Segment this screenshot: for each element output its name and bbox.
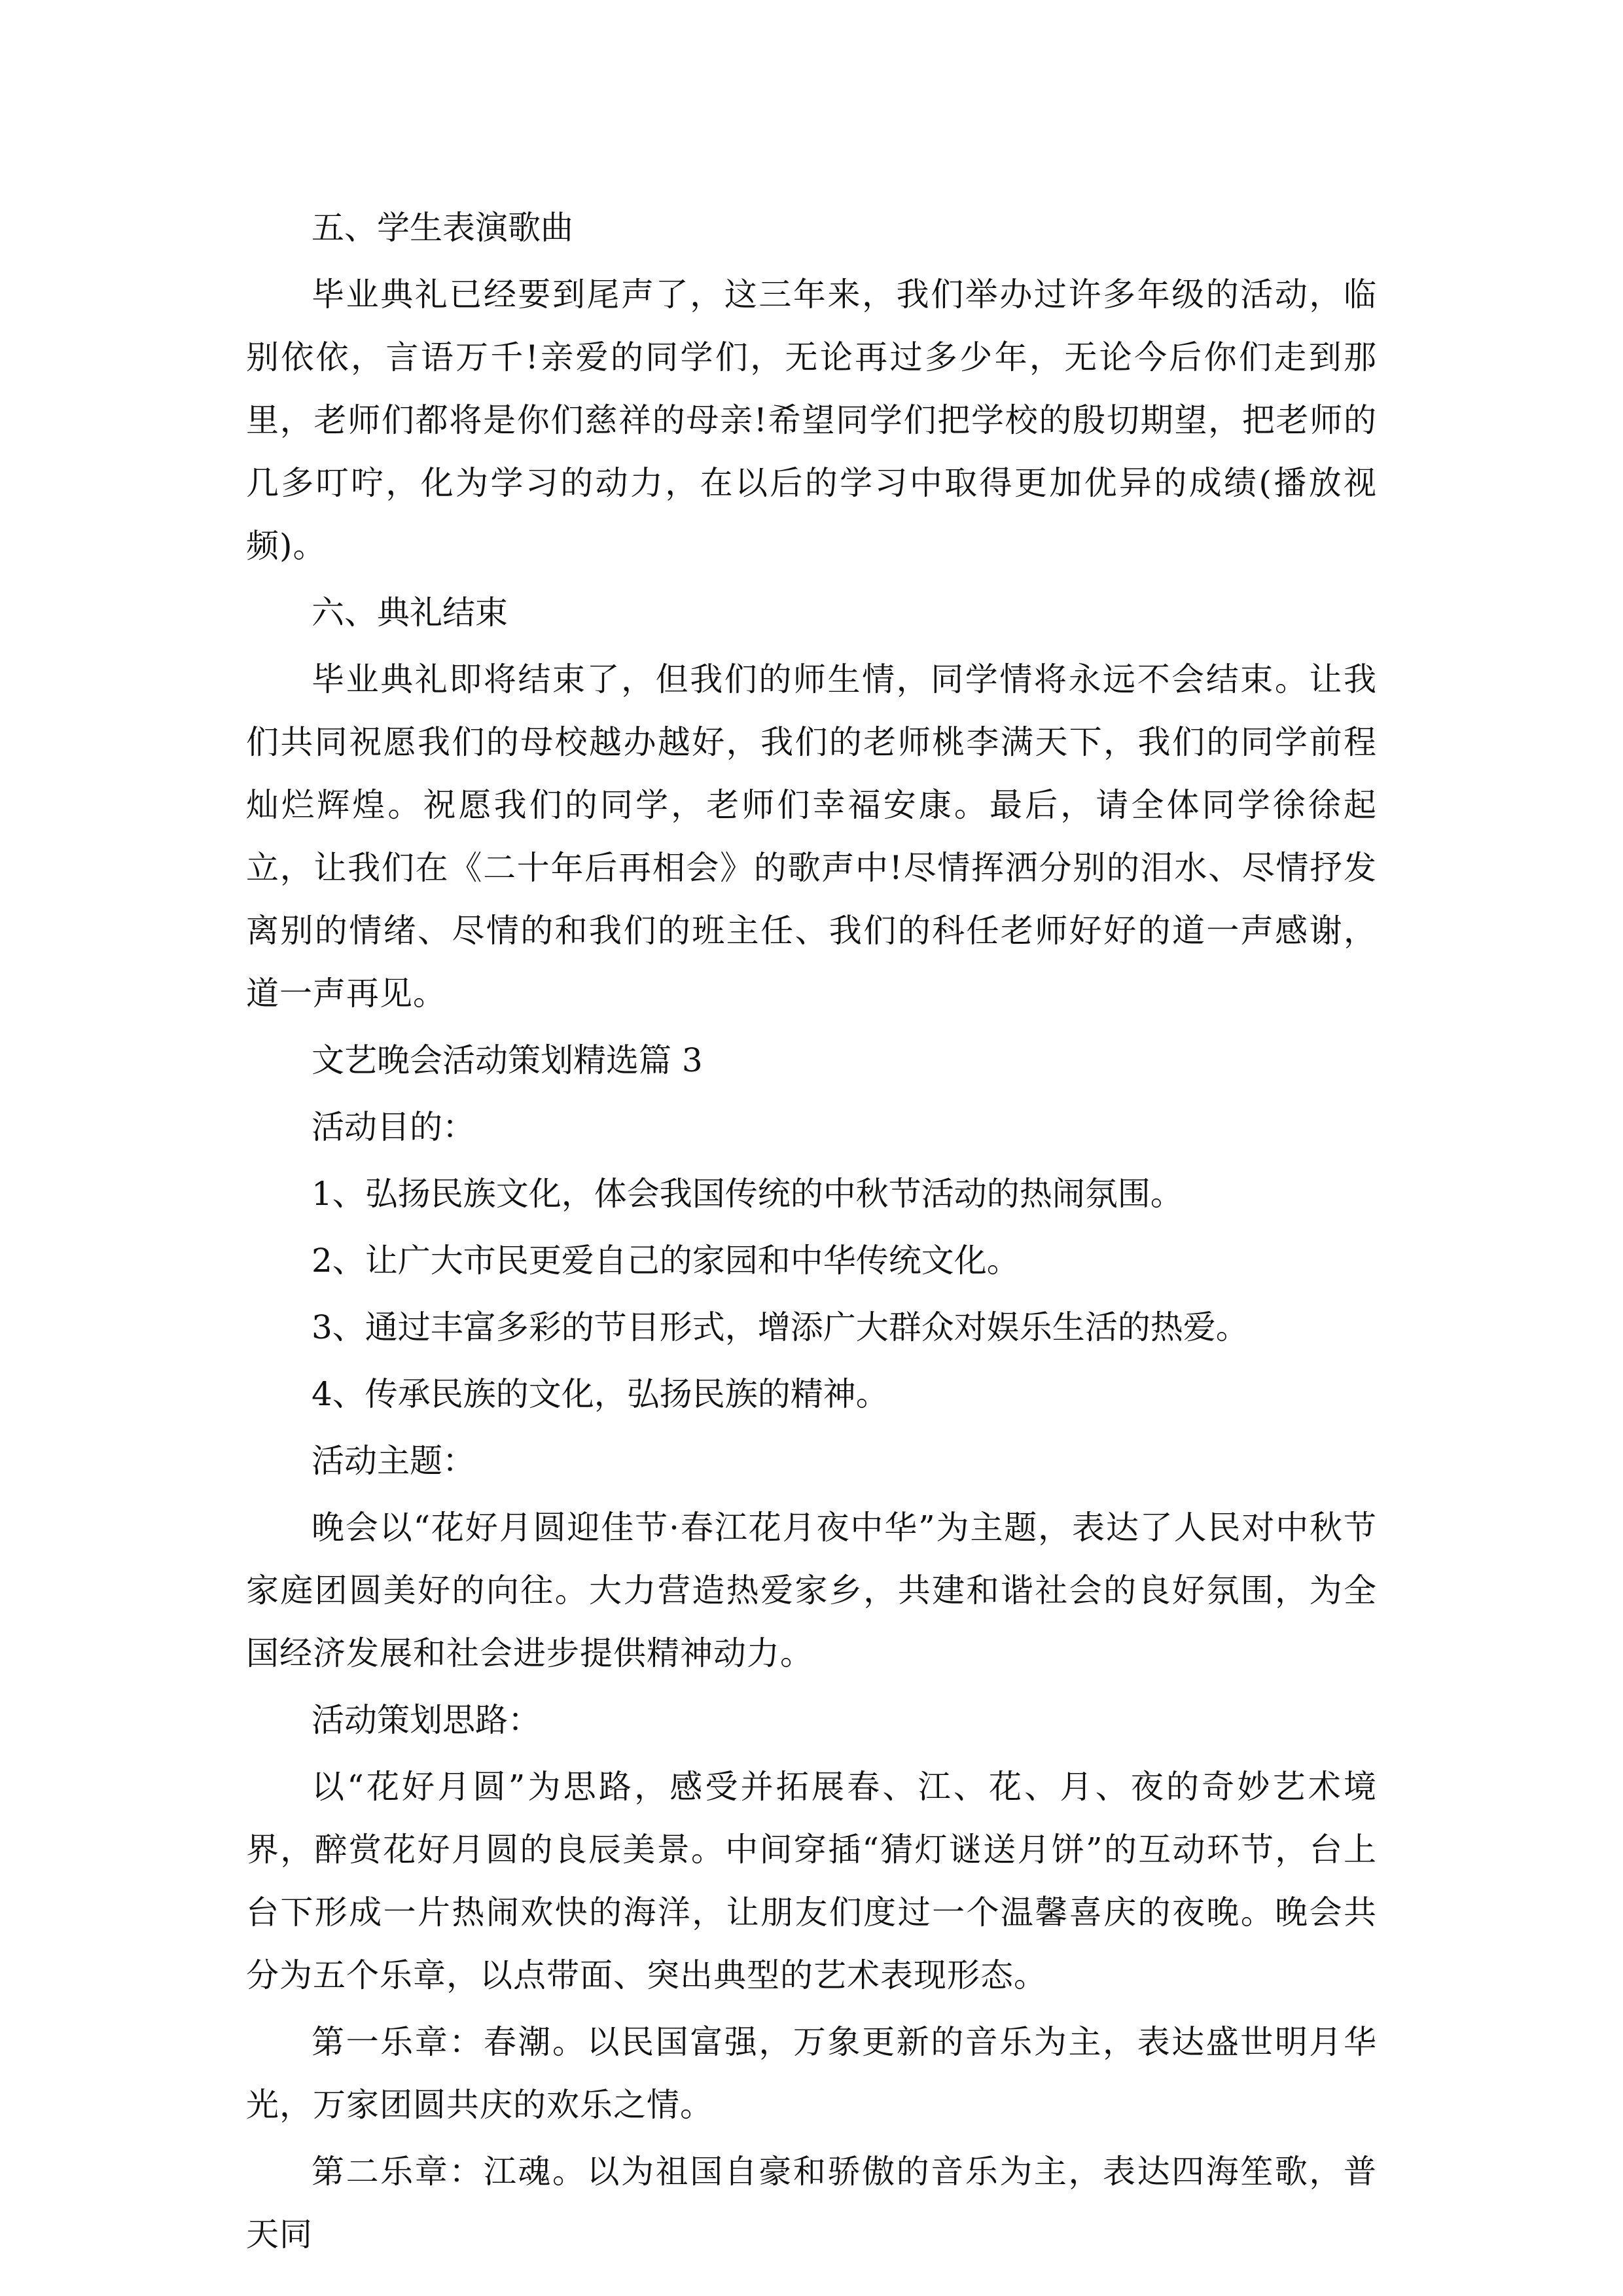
- label-activity-theme: 活动主题：: [312, 1442, 475, 1480]
- article-title: 文艺晚会活动策划精选篇 3: [312, 1041, 703, 1079]
- paragraph-movement-one: 第一乐章：春潮。以民国富强，万象更新的音乐为主，表达盛世明月华光，万家团圆共庆的欢乐之情。: [246, 2023, 1377, 2124]
- list-item: 2、让广大市民更爱自己的家园和中华传统文化。: [312, 1242, 1020, 1280]
- label-activity-purpose: 活动目的：: [312, 1108, 475, 1146]
- list-item: 3、通过丰富多彩的节目形式，增添广大群众对娱乐生活的热爱。: [312, 1308, 1249, 1346]
- section-heading-five: 五、学生表演歌曲: [312, 209, 573, 247]
- document-body: [246, 196, 1377, 2270]
- list-item: 4、传承民族的文化，弘扬民族的精神。: [312, 1375, 889, 1413]
- paragraph-planning: 以“花好月圆”为思路，感受并拓展春、江、花、月、夜的奇妙艺术境界，醉赏花好月圆的良辰美景。中间穿插“猜灯谜送月饼”的互动环节，台上台下形成一片热闹欢快的海洋，让朋友们度过一个温馨喜庆的夜晚。晚会共分为五个乐章，以点带面、突出典型的艺术表现形态。: [246, 1768, 1377, 1994]
- paragraph-graduation-ending: 毕业典礼已经要到尾声了，这三年来，我们举办过许多年级的活动，临别依依，言语万千!亲爱的同学们，无论再过多少年，无论今后你们走到那里，老师们都将是你们慈祥的母亲!希望同学们把学校的殷切期望，把老师的几多叮咛，化为学习的动力，在以后的学习中取得更加优异的成绩(播放视频)。: [246, 276, 1377, 565]
- list-item: 1、弘扬民族文化，体会我国传统的中秋节活动的热闹氛围。: [312, 1175, 1183, 1213]
- paragraph-movement-two: 第二乐章：江魂。以为祖国自豪和骄傲的音乐为主，表达四海笙歌，普天同: [246, 2153, 1377, 2253]
- paragraph-theme: 晚会以“花好月圆迎佳节·春江花月夜中华”为主题，表达了人民对中秋节家庭团圆美好的向往。大力营造热爱家乡，共建和谐社会的良好氛围，为全国经济发展和社会进步提供精神动力。: [246, 1509, 1377, 1672]
- paragraph-ceremony-closing: 毕业典礼即将结束了，但我们的师生情，同学情将永远不会结束。让我们共同祝愿我们的母校越办越好，我们的老师桃李满天下，我们的同学前程灿烂辉煌。祝愿我们的同学，老师们幸福安康。最后，请全体同学徐徐起立，让我们在《二十年后再相会》的歌声中!尽情挥洒分别的泪水、尽情抒发离别的情绪、尽情的和我们的班主任、我们的科任老师好好的道一声感谢，道一声再见。: [246, 660, 1377, 1013]
- label-planning-idea: 活动策划思路：: [312, 1701, 541, 1739]
- section-heading-six: 六、典礼结束: [312, 594, 508, 632]
